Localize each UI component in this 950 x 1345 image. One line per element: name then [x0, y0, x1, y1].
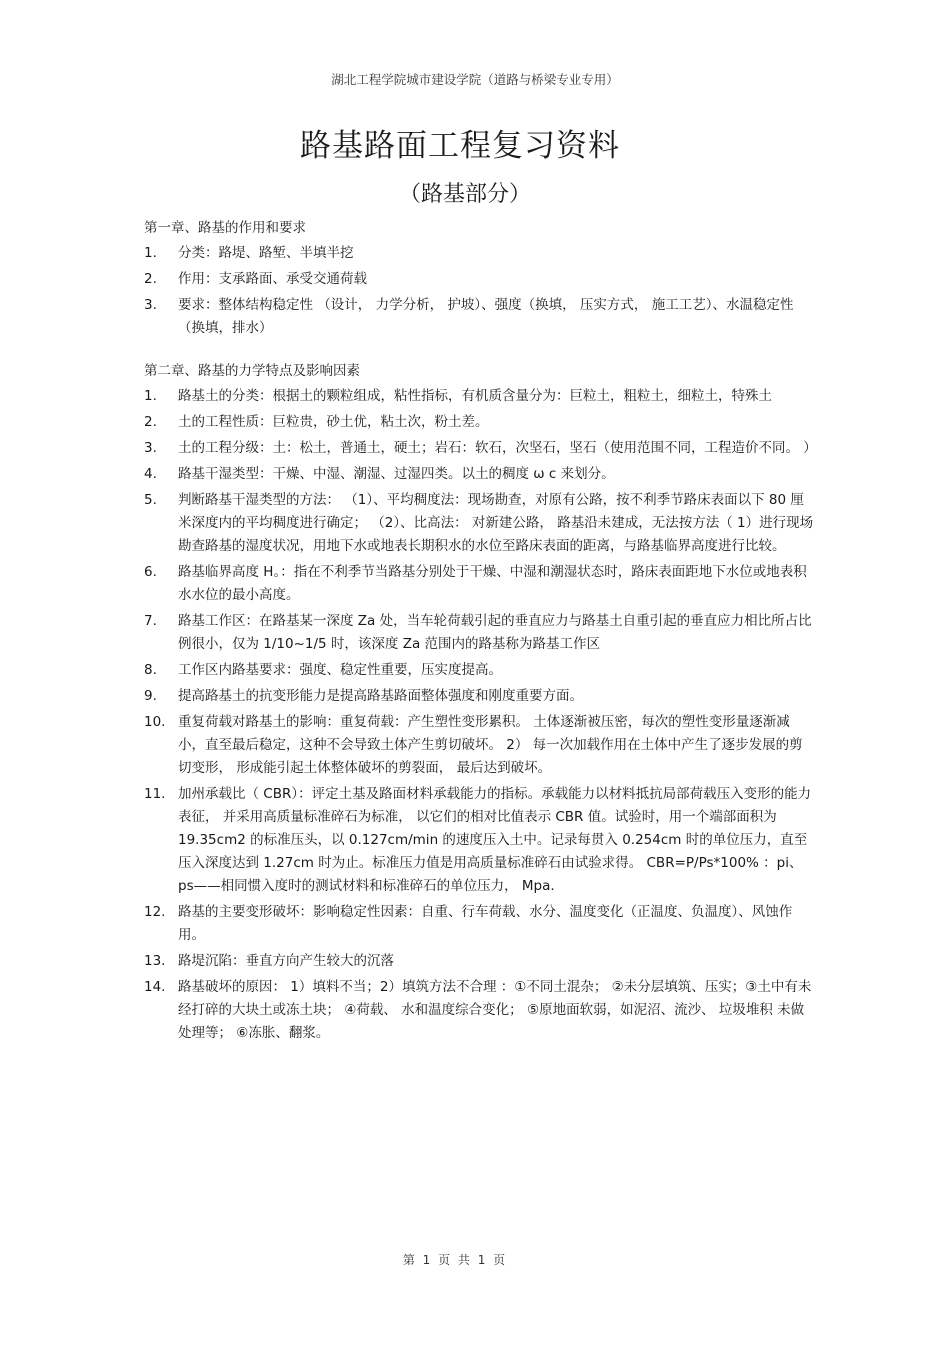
list-item — [144, 463, 816, 486]
item-text: 路基破坏的原因： 1）填料不当；2）填筑方法不合理 ：①不同土混杂； ②未分层填筑、压实；③土中有未经打碎的大块土或冻土块； ④荷载、 水和温度综合变化； ⑤原地面软弱，如泥沼、流沙、 垃圾堆积 未做处理等； ⑥冻胀、翻浆。 — [178, 979, 812, 1041]
page-footer: 第 1 页 共 1 页 — [402, 1253, 508, 1267]
item-number: 14. — [144, 979, 166, 995]
document-subtitle: （路基部分） — [398, 182, 531, 207]
chapter-1-heading: 第一章、路基的作用和要求 — [144, 220, 306, 236]
list-item — [144, 711, 816, 780]
item-number: 4. — [144, 466, 157, 482]
document-body — [144, 217, 816, 1048]
item-text: 土的工程性质：巨粒贵，砂土优，粘土次，粉土差。 — [178, 414, 489, 430]
list-item — [144, 659, 816, 682]
item-number: 10. — [144, 714, 166, 730]
item-number: 7. — [144, 613, 157, 629]
item-number: 2. — [144, 414, 157, 430]
item-number: 9. — [144, 688, 157, 704]
list-item — [144, 411, 816, 434]
item-text: 判断路基干湿类型的方法： （1）、平均稠度法：现场勘查，对原有公路，按不利季节路床表面以下 80 厘米深度内的平均稠度进行确定； （2）、比高法： 对新建公路， 路基沿未建成，无法按方法（ 1）进行现场勘查路基的湿度状况，用地下水或地表长期积水的水位至路床表面的距离，与路基临界高度进行比较。 — [178, 492, 814, 554]
item-number: 1. — [144, 388, 157, 404]
item-text: 路基工作区：在路基某一深度 Za 处，当车轮荷载引起的垂直应力与路基土自重引起的垂直应力相比所占比例很小，仅为 1/10~1/5 时，该深度 Za 范围内的路基称为路基工作区 — [178, 613, 812, 652]
item-text: 重复荷载对路基土的影响：重复荷载：产生塑性变形累积。 土体逐渐被压密，每次的塑性变形量逐渐减小，直至最后稳定，这种不会导致土体产生剪切破坏。 2） 每一次加载作用在土体中产生了逐步发展的剪切变形， 形成能引起土体整体破坏的剪裂面， 最后达到破坏。 — [178, 714, 803, 776]
item-number: 1. — [144, 245, 157, 261]
item-text: 土的工程分级：土：松土，普通土，硬土；岩石：软石，次坚石，坚石（使用范围不同，工程造价不同。 ） — [178, 440, 817, 456]
item-number: 11. — [144, 786, 166, 802]
list-item — [144, 685, 816, 708]
document-title: 路基路面工程复习资料 — [300, 128, 620, 164]
list-item — [144, 950, 816, 973]
item-number: 6. — [144, 564, 157, 580]
list-item — [144, 268, 816, 291]
item-text: 工作区内路基要求：强度、稳定性重要，压实度提高。 — [178, 662, 502, 678]
item-text: 要求：整体结构稳定性 （设计， 力学分析， 护坡）、强度（换填， 压实方式， 施工工艺）、水温稳定性（换填，排水） — [178, 297, 794, 336]
item-number: 8. — [144, 662, 157, 678]
item-number: 2. — [144, 271, 157, 287]
chapter-1-list — [144, 242, 816, 340]
item-number: 3. — [144, 440, 157, 456]
item-text: 路基干湿类型：干燥、中湿、潮湿、过湿四类。以土的稠度 ω c 来划分。 — [178, 466, 615, 482]
list-item — [144, 901, 816, 947]
list-item — [144, 561, 816, 607]
list-item — [144, 976, 816, 1045]
item-number: 13. — [144, 953, 166, 969]
chapter-2-heading: 第二章、路基的力学特点及影响因素 — [144, 363, 360, 379]
list-item — [144, 242, 816, 265]
list-item — [144, 610, 816, 656]
item-text: 分类：路堤、路堑、半填半挖 — [178, 245, 354, 261]
page-header: 湖北工程学院城市建设学院（道路与桥梁专业专用） — [331, 72, 619, 87]
item-text: 加州承载比（ CBR）：评定土基及路面材料承载能力的指标。承载能力以材料抵抗局部荷载压入变形的能力表征， 并采用高质量标准碎石为标准， 以它们的相对比值表示 CBR 值。试验时，用一个端部面积为 19.35cm2 的标准压头，以 0.127cm/min 的速度压入土中。记录每贯入 0.254cm 时的单位压力，直至压入深度达到 1.27cm 时为止。标准压力值是用高质量标准碎石由试验求得。 CBR=P/Ps*100% ：pi、ps——相同惯入度时的测试材料和标准碎石的单位压力， Mpa. — [178, 786, 812, 894]
item-text: 作用：支承路面、承受交通荷载 — [178, 271, 367, 287]
list-item — [144, 783, 816, 898]
list-item — [144, 294, 816, 340]
item-number: 12. — [144, 904, 166, 920]
list-item — [144, 489, 816, 558]
chapter-2-list — [144, 385, 816, 1045]
item-text: 路基临界高度 H。：指在不利季节当路基分别处于干燥、中湿和潮湿状态时，路床表面距地下水位或地表积水水位的最小高度。 — [178, 564, 807, 603]
item-number: 3. — [144, 297, 157, 313]
item-text: 路基土的分类：根据土的颗粒组成，粘性指标，有机质含量分为：巨粒土，粗粒土，细粒土，特殊土 — [178, 388, 772, 404]
item-text: 路堤沉陷：垂直方向产生较大的沉落 — [178, 953, 394, 969]
item-text: 提高路基土的抗变形能力是提高路基路面整体强度和刚度重要方面。 — [178, 688, 583, 704]
list-item — [144, 385, 816, 408]
list-item — [144, 437, 816, 460]
item-text: 路基的主要变形破坏：影响稳定性因素：自重、行车荷载、水分、温度变化（正温度、负温度）、风蚀作用。 — [178, 904, 793, 943]
item-number: 5. — [144, 492, 157, 508]
